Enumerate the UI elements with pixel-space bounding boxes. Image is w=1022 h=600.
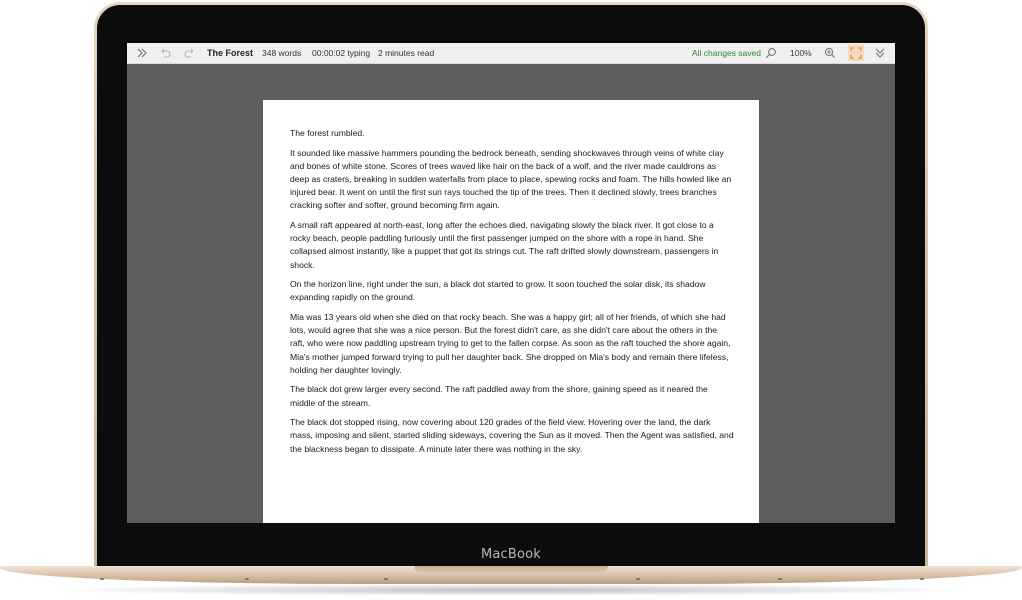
undo-icon[interactable] xyxy=(158,46,172,60)
word-count: 348 words xyxy=(262,48,302,58)
paragraph[interactable]: The black dot stopped rising, now covering about 120 grades of the field view. Hovering over the land, the dark mass, imposing and silent, started sliding sideways, covering the Sun as it moved. Then the Agent was satisfied, and the blackness began to dissipate. A minute later there was nothing in the sky. xyxy=(290,417,734,454)
read-time: 2 minutes read xyxy=(378,48,435,58)
editor-toolbar xyxy=(127,43,895,64)
fullscreen-icon[interactable] xyxy=(848,45,864,61)
laptop-foot xyxy=(100,578,104,580)
laptop-foot xyxy=(384,578,388,580)
paragraph[interactable]: On the horizon line, right under the sun, a black dot started to grow. It soon touched the solar disk, its shadow expanding rapidly on the ground. xyxy=(290,279,706,303)
laptop-foot xyxy=(778,578,782,580)
paragraph[interactable]: The forest rumbled. xyxy=(290,128,365,138)
laptop-foot xyxy=(245,578,249,580)
zoom-level[interactable]: 100% xyxy=(790,48,812,58)
laptop-foot xyxy=(920,578,924,580)
redo-icon[interactable] xyxy=(183,46,197,60)
search-icon[interactable] xyxy=(764,46,778,60)
typing-time: 00:00:02 typing xyxy=(312,48,371,58)
laptop-foot xyxy=(636,578,640,580)
app-screen xyxy=(127,43,895,523)
paragraph[interactable]: It sounded like massive hammers pounding the bedrock beneath, sending shockwaves through veins of white clay and bones of white stone. Scores of trees waved like hair on the back of a wolf, and the river made cauldrons as deep as craters, breaking in sudden waterfalls from place to place, spewing rocks and foam. The hills howled like an injured bear. It went on until the first sun rays touched the tip of the trees. Then it declined slowly, trees branches cracking softer and softer, ground becoming firm again. xyxy=(290,147,732,211)
laptop-opening-notch xyxy=(414,566,608,573)
paragraph[interactable]: A small raft appeared at north-east, long after the echoes died, navigating slowly the black river. It got close to a rocky beach, people paddling furiously until the first passenger jumped on the shore with a rope in hand. She collapsed almost instantly, like a puppet that got its strings cut. The raft drifted slowly downstream, passengers in shock. xyxy=(290,220,719,270)
paragraph[interactable]: Mia was 13 years old when she died on that rocky beach. She was a happy girl; all of her friends, of which she had lots, would agree that she was a nice person. But the forest didn't care, as she didn't care about the others in the raft, who were now paddling upstream trying to get to the fallen corpse. As soon as the raft touched the shore again, Mia's mother jumped forward trying to pull her daughter back. She dropped on Mia's body and remain there lifeless, holding her daughter lovingly. xyxy=(290,312,731,375)
expand-sidebar-icon[interactable] xyxy=(135,46,149,60)
zoom-in-icon[interactable] xyxy=(823,46,837,60)
laptop-shadow xyxy=(40,584,982,596)
document-title[interactable]: The Forest xyxy=(207,48,254,58)
document-page[interactable] xyxy=(263,100,759,523)
document-body[interactable] xyxy=(290,127,734,462)
device-brand-label: MacBook xyxy=(480,547,542,562)
collapse-toolbar-icon[interactable] xyxy=(873,46,887,60)
save-status: All changes saved xyxy=(692,48,761,58)
paragraph[interactable]: The black dot grew larger every second. The raft paddled away from the shore, gaining speed as it neared the middle of the stream. xyxy=(290,384,708,408)
